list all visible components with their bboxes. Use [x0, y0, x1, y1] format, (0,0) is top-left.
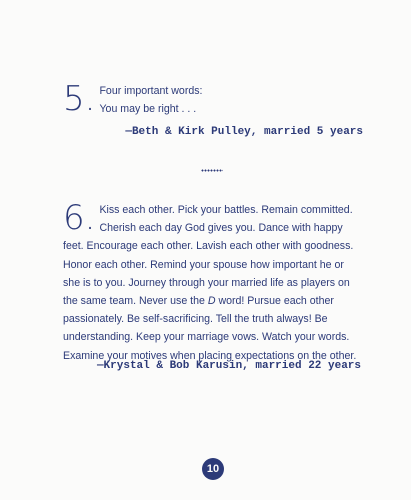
- tip-text-italic: D: [207, 295, 216, 308]
- tip-entry-6: [63, 198, 363, 365]
- tip-entry-5: [63, 79, 363, 119]
- tip-text-part: word! Pursue each other passionately. Be self-sacrificing. Tell the truth always! Be understanding. Keep your marriage vows. Watch your words. Examine your motives when placing expectations on the other.: [63, 295, 357, 362]
- attribution-5: —Beth & Kirk Pulley, married 5 years: [125, 126, 363, 138]
- tip-text-line: You may be right . . .: [99, 103, 197, 116]
- tip-number: 6.: [63, 198, 96, 238]
- attribution-6: —Krystal & Bob Karusin, married 22 years: [96, 360, 361, 372]
- tip-number: 5.: [63, 79, 96, 119]
- dotted-divider: [201, 169, 223, 172]
- tip-text: [63, 198, 363, 365]
- tip-text: [63, 79, 363, 119]
- tip-text-part: Kiss each other. Pick your battles. Remain committed. Cherish each day God gives you. Dance with happy feet. Encourage each other. Lavish each other with goodness. Honor each other. Remind your spouse how important he or she is to you. Journey through your married life as players on the same team. Never use the: [63, 204, 354, 308]
- tip-text-line: Four important words:: [99, 85, 203, 97]
- page-number-badge: 10: [202, 458, 224, 480]
